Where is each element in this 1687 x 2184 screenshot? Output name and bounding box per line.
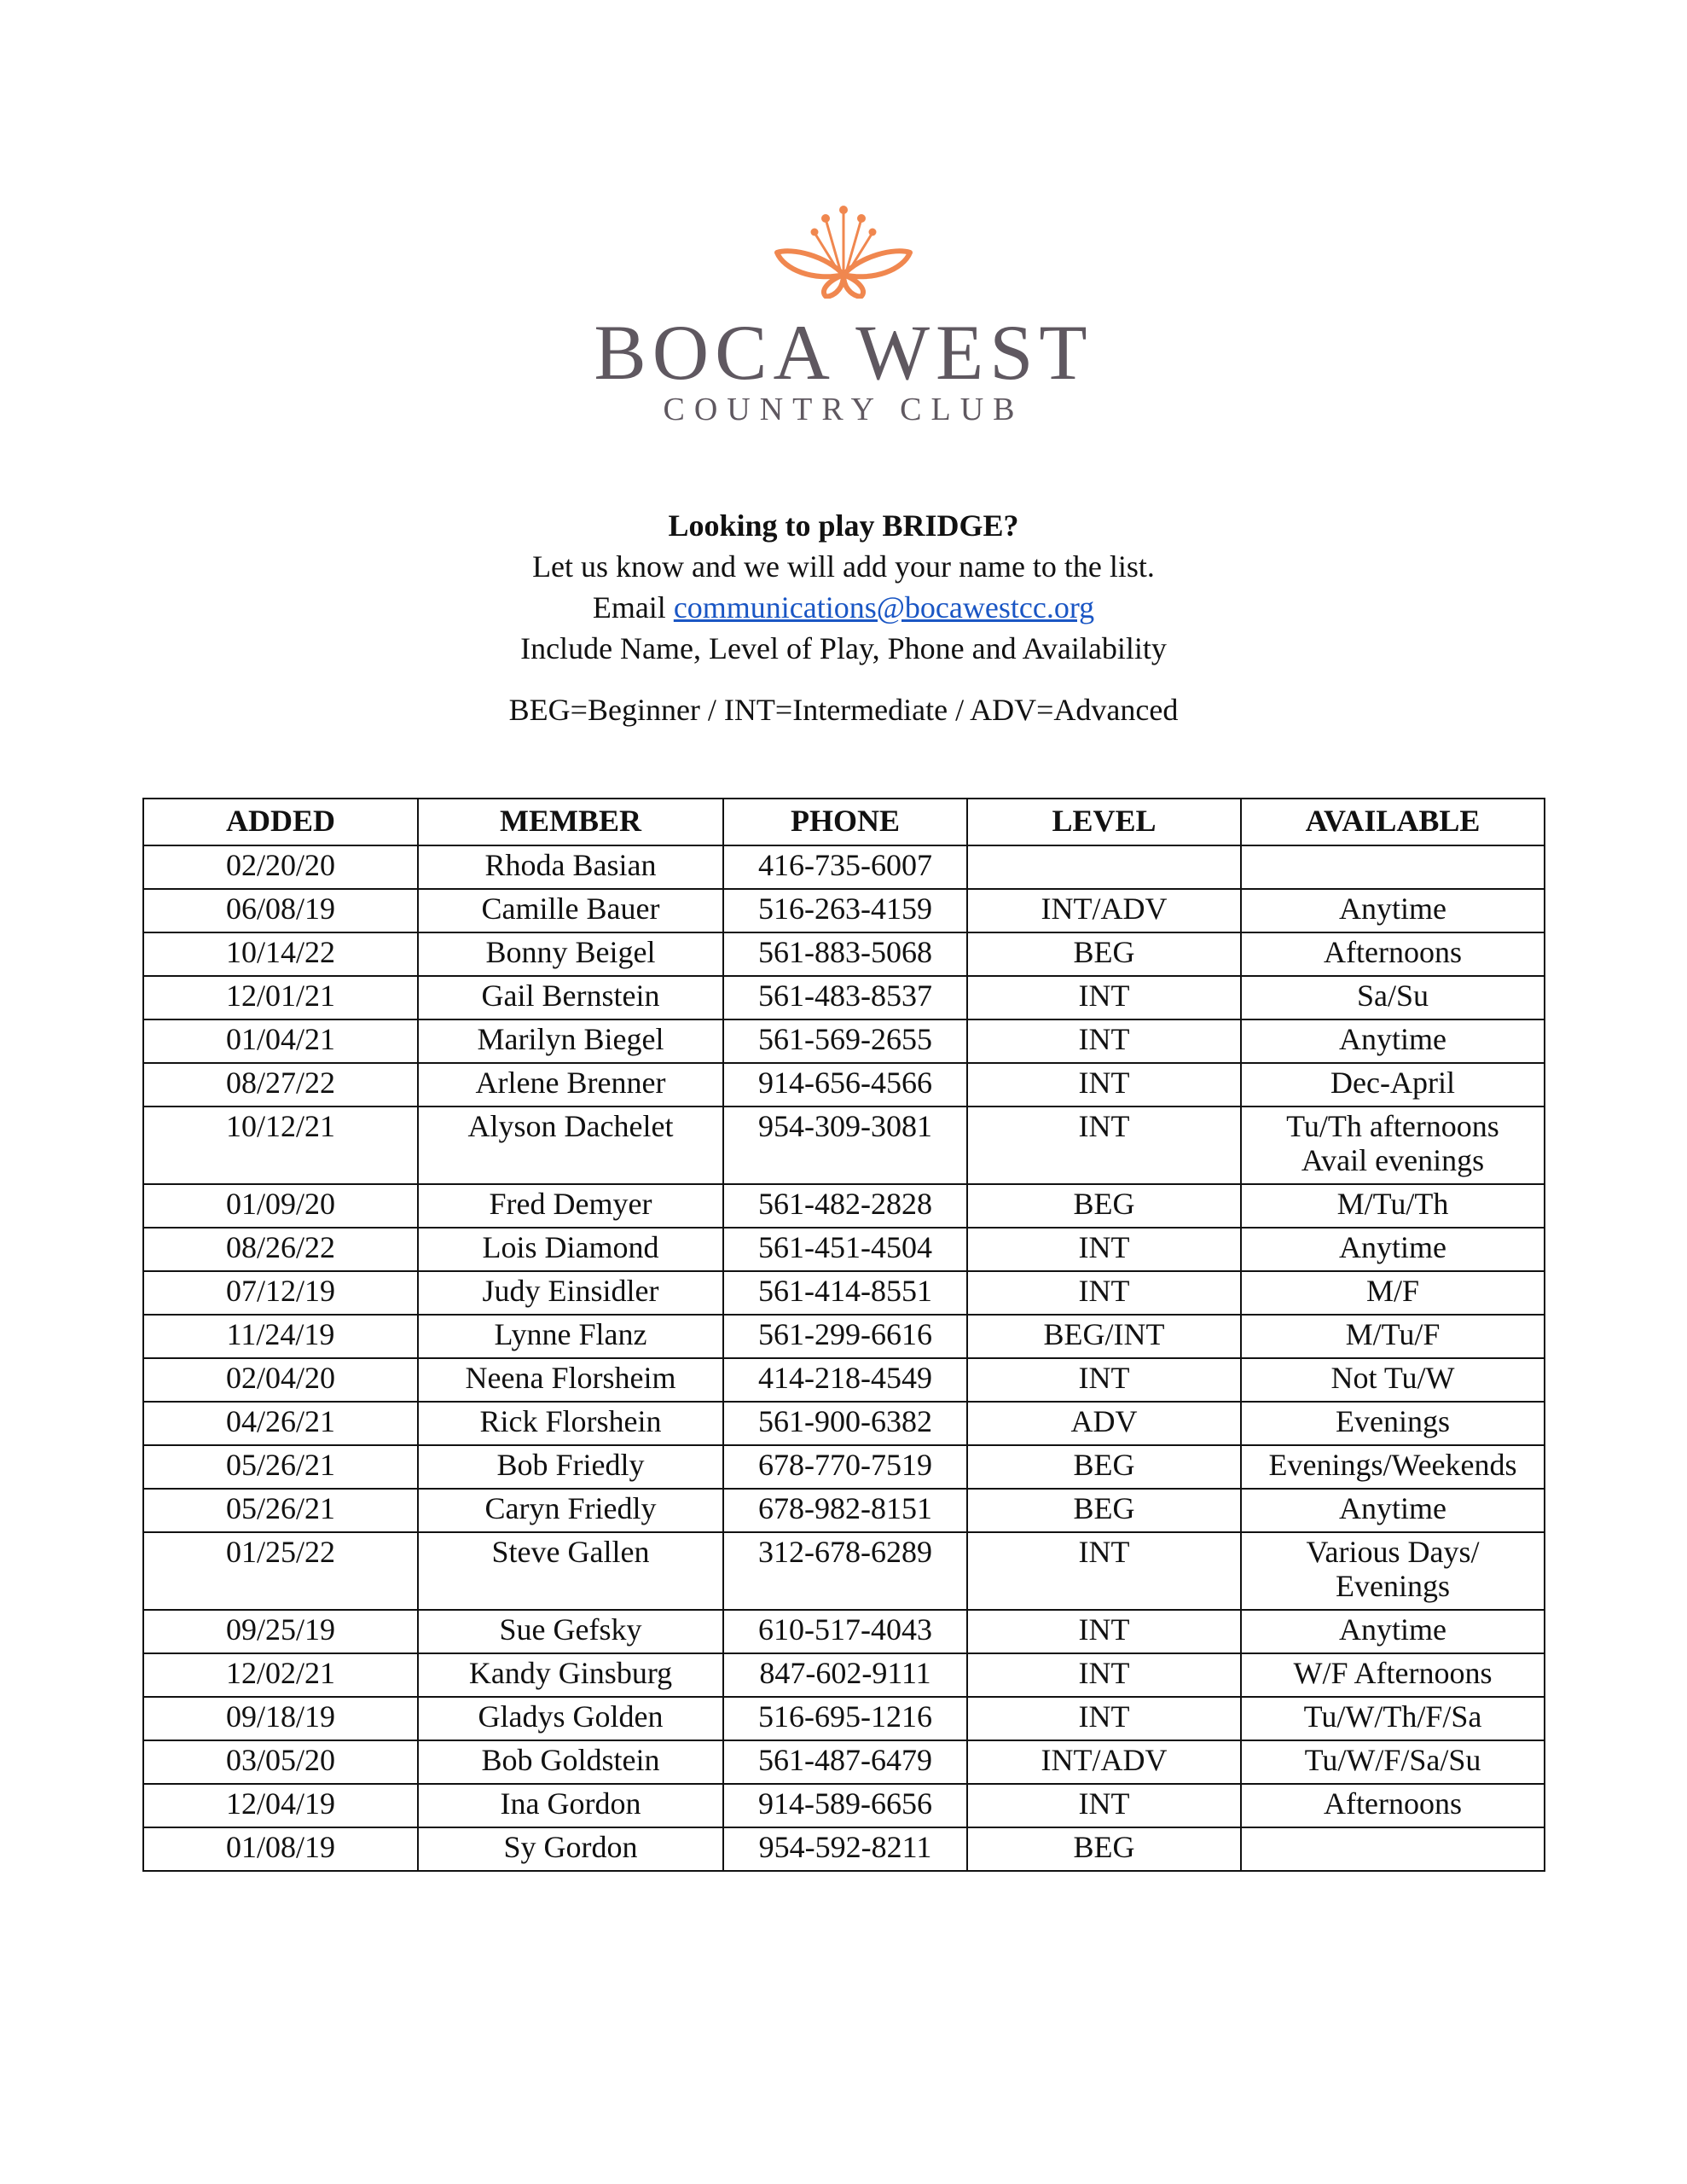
cell-available: M/Tu/F	[1241, 1315, 1545, 1358]
cell-member: Bonny Beigel	[418, 932, 723, 976]
cell-available: Tu/W/Th/F/Sa	[1241, 1697, 1545, 1740]
cell-phone: 516-695-1216	[723, 1697, 967, 1740]
cell-member: Caryn Friedly	[418, 1489, 723, 1532]
cell-added: 03/05/20	[143, 1740, 418, 1784]
cell-level	[967, 845, 1241, 889]
cell-added: 10/12/21	[143, 1107, 418, 1184]
cell-phone: 561-569-2655	[723, 1019, 967, 1063]
cell-phone: 914-656-4566	[723, 1063, 967, 1107]
cell-available: W/F Afternoons	[1241, 1653, 1545, 1697]
cell-level: BEG	[967, 1827, 1241, 1871]
cell-level: INT	[967, 1063, 1241, 1107]
cell-member: Judy Einsidler	[418, 1271, 723, 1315]
email-line	[0, 587, 1687, 628]
cell-added: 10/14/22	[143, 932, 418, 976]
table-row	[143, 1532, 1545, 1610]
cell-available: Afternoons	[1241, 1784, 1545, 1827]
cell-phone: 678-982-8151	[723, 1489, 967, 1532]
cell-member: Lynne Flanz	[418, 1315, 723, 1358]
cell-level: BEG	[967, 1184, 1241, 1228]
cell-level: INT	[967, 976, 1241, 1019]
cell-phone: 610-517-4043	[723, 1610, 967, 1653]
header-level: LEVEL	[967, 799, 1241, 845]
brand-logo	[0, 196, 1687, 299]
table-row	[143, 845, 1545, 889]
table-header-row	[143, 799, 1545, 845]
cell-available: Tu/W/F/Sa/Su	[1241, 1740, 1545, 1784]
table-row	[143, 1019, 1545, 1063]
cell-available: Sa/Su	[1241, 976, 1545, 1019]
cell-member: Ina Gordon	[418, 1784, 723, 1827]
cell-phone: 561-483-8537	[723, 976, 967, 1019]
table-row	[143, 1063, 1545, 1107]
cell-level: INT	[967, 1271, 1241, 1315]
table-row	[143, 1697, 1545, 1740]
cell-available-line: Evenings	[1336, 1569, 1450, 1603]
table-row	[143, 1445, 1545, 1489]
cell-member: Gladys Golden	[418, 1697, 723, 1740]
cell-added: 01/09/20	[143, 1184, 418, 1228]
table-row	[143, 1184, 1545, 1228]
cell-phone: 561-451-4504	[723, 1228, 967, 1271]
cell-member: Fred Demyer	[418, 1184, 723, 1228]
cell-member: Sy Gordon	[418, 1827, 723, 1871]
cell-available: Evenings	[1241, 1402, 1545, 1445]
table-row	[143, 1228, 1545, 1271]
cell-added: 11/24/19	[143, 1315, 418, 1358]
cell-member: Rhoda Basian	[418, 845, 723, 889]
instructions-line: Include Name, Level of Play, Phone and Availability	[520, 631, 1167, 665]
header-available: AVAILABLE	[1241, 799, 1545, 845]
cell-level: INT	[967, 1358, 1241, 1402]
cell-phone: 561-883-5068	[723, 932, 967, 976]
cell-added: 01/25/22	[143, 1532, 418, 1610]
cell-level: BEG	[967, 1489, 1241, 1532]
cell-available: M/Tu/Th	[1241, 1184, 1545, 1228]
cell-available-line: Avail evenings	[1301, 1143, 1485, 1177]
cell-level: INT	[967, 1653, 1241, 1697]
cell-added: 01/04/21	[143, 1019, 418, 1063]
header-member: MEMBER	[418, 799, 723, 845]
cell-phone: 414-218-4549	[723, 1358, 967, 1402]
table-row	[143, 1827, 1545, 1871]
cell-level: INT	[967, 1784, 1241, 1827]
brand-subtitle: COUNTRY CLUB	[663, 392, 1024, 427]
bridge-members-table	[142, 798, 1545, 1872]
table-row	[143, 1740, 1545, 1784]
cell-level: INT	[967, 1610, 1241, 1653]
intro-block	[0, 505, 1687, 730]
cell-level: BEG	[967, 1445, 1241, 1489]
cell-level: INT/ADV	[967, 1740, 1241, 1784]
cell-phone: 561-900-6382	[723, 1402, 967, 1445]
cell-phone: 914-589-6656	[723, 1784, 967, 1827]
table-row	[143, 889, 1545, 932]
cell-phone: 312-678-6289	[723, 1532, 967, 1610]
cell-member: Marilyn Biegel	[418, 1019, 723, 1063]
cell-added: 04/26/21	[143, 1402, 418, 1445]
cell-member: Kandy Ginsburg	[418, 1653, 723, 1697]
table-row	[143, 1358, 1545, 1402]
cell-level: INT	[967, 1228, 1241, 1271]
cell-phone: 516-263-4159	[723, 889, 967, 932]
cell-level: BEG/INT	[967, 1315, 1241, 1358]
email-link[interactable]: communications@bocawestcc.org	[673, 590, 1095, 624]
cell-phone: 561-487-6479	[723, 1740, 967, 1784]
email-prefix: Email	[592, 590, 666, 624]
cell-level: INT	[967, 1107, 1241, 1184]
cell-level: INT	[967, 1532, 1241, 1610]
cell-available: Anytime	[1241, 1228, 1545, 1271]
cell-member: Arlene Brenner	[418, 1063, 723, 1107]
headline: Looking to play BRIDGE?	[668, 508, 1019, 543]
cell-phone: 847-602-9111	[723, 1653, 967, 1697]
cell-member: Steve Gallen	[418, 1532, 723, 1610]
cell-added: 12/02/21	[143, 1653, 418, 1697]
cell-added: 12/01/21	[143, 976, 418, 1019]
cell-member: Bob Friedly	[418, 1445, 723, 1489]
cell-phone: 561-299-6616	[723, 1315, 967, 1358]
cell-available	[1241, 1532, 1545, 1610]
cell-available-line: Tu/Th afternoons	[1286, 1109, 1499, 1143]
cell-level: BEG	[967, 932, 1241, 976]
cell-added: 01/08/19	[143, 1827, 418, 1871]
cell-added: 09/25/19	[143, 1610, 418, 1653]
cell-added: 08/27/22	[143, 1063, 418, 1107]
cell-phone: 954-309-3081	[723, 1107, 967, 1184]
cell-member: Lois Diamond	[418, 1228, 723, 1271]
cell-available-line: Various Days/	[1306, 1535, 1480, 1569]
cell-level: INT	[967, 1019, 1241, 1063]
cell-available: Afternoons	[1241, 932, 1545, 976]
cell-added: 09/18/19	[143, 1697, 418, 1740]
table-row	[143, 1784, 1545, 1827]
brand-name: BOCA WEST	[594, 309, 1093, 396]
header-added: ADDED	[143, 799, 418, 845]
table-row	[143, 1402, 1545, 1445]
cell-available: M/F	[1241, 1271, 1545, 1315]
cell-member: Rick Florshein	[418, 1402, 723, 1445]
table-row	[143, 1653, 1545, 1697]
cell-member: Gail Bernstein	[418, 976, 723, 1019]
cell-added: 05/26/21	[143, 1445, 418, 1489]
cell-member: Sue Gefsky	[418, 1610, 723, 1653]
cell-available: Not Tu/W	[1241, 1358, 1545, 1402]
table-row	[143, 1610, 1545, 1653]
cell-available: Anytime	[1241, 1610, 1545, 1653]
cell-available: Anytime	[1241, 889, 1545, 932]
cell-added: 07/12/19	[143, 1271, 418, 1315]
cell-phone: 561-414-8551	[723, 1271, 967, 1315]
cell-available	[1241, 845, 1545, 889]
cell-phone: 416-735-6007	[723, 845, 967, 889]
cell-level: INT/ADV	[967, 889, 1241, 932]
cell-added: 08/26/22	[143, 1228, 418, 1271]
table-row	[143, 1107, 1545, 1184]
cell-phone: 561-482-2828	[723, 1184, 967, 1228]
cell-added: 02/20/20	[143, 845, 418, 889]
cell-available: Anytime	[1241, 1489, 1545, 1532]
cell-available: Dec-April	[1241, 1063, 1545, 1107]
cell-member: Neena Florsheim	[418, 1358, 723, 1402]
table-row	[143, 1489, 1545, 1532]
header-phone: PHONE	[723, 799, 967, 845]
cell-phone: 678-770-7519	[723, 1445, 967, 1489]
cell-available	[1241, 1107, 1545, 1184]
cell-added: 02/04/20	[143, 1358, 418, 1402]
table-row	[143, 1271, 1545, 1315]
hibiscus-flower-icon	[767, 196, 920, 299]
cell-level: INT	[967, 1697, 1241, 1740]
table-row	[143, 1315, 1545, 1358]
cell-available	[1241, 1827, 1545, 1871]
cell-level: ADV	[967, 1402, 1241, 1445]
cell-available: Evenings/Weekends	[1241, 1445, 1545, 1489]
cell-member: Camille Bauer	[418, 889, 723, 932]
intro-line: Let us know and we will add your name to the list.	[532, 549, 1155, 584]
cell-available: Anytime	[1241, 1019, 1545, 1063]
cell-member: Alyson Dachelet	[418, 1107, 723, 1184]
cell-phone: 954-592-8211	[723, 1827, 967, 1871]
cell-added: 05/26/21	[143, 1489, 418, 1532]
table-row	[143, 976, 1545, 1019]
level-legend: BEG=Beginner / INT=Intermediate / ADV=Advanced	[508, 693, 1179, 727]
table-row	[143, 932, 1545, 976]
cell-added: 06/08/19	[143, 889, 418, 932]
cell-added: 12/04/19	[143, 1784, 418, 1827]
cell-member: Bob Goldstein	[418, 1740, 723, 1784]
